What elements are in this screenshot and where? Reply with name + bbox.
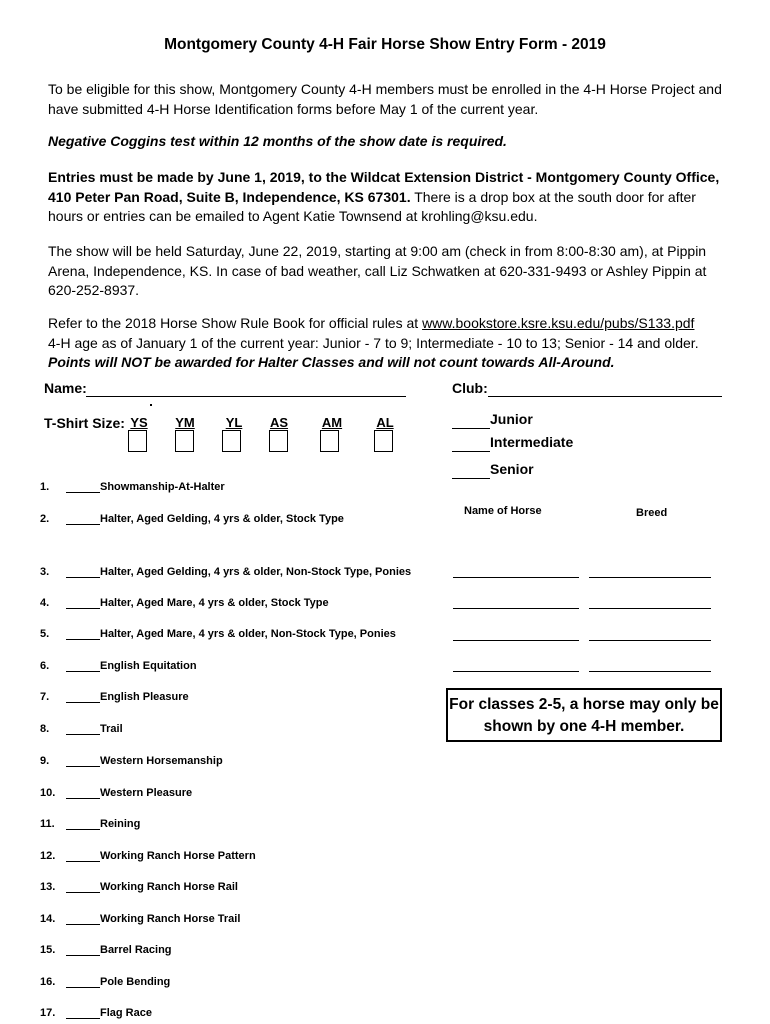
size-label-am: AM xyxy=(321,415,343,430)
horse-restriction-notice: For classes 2-5, a horse may only be shown by one 4-H member. xyxy=(446,688,722,742)
size-label-ys: YS xyxy=(130,415,148,430)
size-checkbox-yl[interactable] xyxy=(222,430,241,452)
class-row xyxy=(40,787,192,799)
breed-line-4[interactable] xyxy=(589,607,711,609)
class-row xyxy=(40,850,256,862)
class-entry-blank[interactable] xyxy=(66,818,100,830)
rules-line xyxy=(48,314,728,334)
senior-blank[interactable] xyxy=(452,464,490,479)
size-label-al: AL xyxy=(376,415,394,430)
class-entry-blank[interactable] xyxy=(66,597,100,609)
points-note: Points will NOT be awarded for Halter Classes and will not count towards All-Around. xyxy=(48,354,615,370)
class-entry-blank[interactable] xyxy=(66,944,100,956)
class-label: Working Ranch Horse Trail xyxy=(100,913,241,925)
breed-header: Breed xyxy=(636,507,668,519)
class-number: 2. xyxy=(40,513,50,525)
intermediate-label: Intermediate xyxy=(490,434,574,450)
class-label: Showmanship-At-Halter xyxy=(100,481,225,493)
class-row xyxy=(40,513,344,525)
rules-prefix: Refer to the 2018 Horse Show Rule Book for official rules at xyxy=(48,315,423,331)
class-number: 4. xyxy=(40,597,50,609)
class-number: 12. xyxy=(40,850,56,862)
size-label-ym: YM xyxy=(175,415,195,430)
class-label: English Equitation xyxy=(100,660,197,672)
rulebook-link[interactable]: www.bookstore.ksre.ksu.edu/pubs/S133.pdf xyxy=(422,315,695,331)
size-checkbox-al[interactable] xyxy=(374,430,393,452)
class-row xyxy=(40,818,140,830)
horse-name-line-6[interactable] xyxy=(453,670,579,672)
class-number: 5. xyxy=(40,628,50,640)
class-row xyxy=(40,723,123,735)
entries-dropbox-info: There is a drop box at the south door for after hours or entries can be emailed to Agent Katie Townsend at krohling@ksu.edu. xyxy=(48,188,696,224)
class-row xyxy=(40,691,189,703)
class-row xyxy=(40,660,197,672)
intermediate-blank[interactable] xyxy=(452,437,490,452)
junior-label: Junior xyxy=(490,411,533,427)
breed-line-3[interactable] xyxy=(589,576,711,578)
class-number: 14. xyxy=(40,913,56,925)
class-row xyxy=(40,976,170,988)
class-entry-blank[interactable] xyxy=(66,755,100,767)
class-label: Flag Race xyxy=(100,1007,152,1019)
class-number: 6. xyxy=(40,660,50,672)
name-label: Name: xyxy=(44,380,87,396)
eligibility-paragraph: To be eligible for this show, Montgomery County 4-H members must be enrolled in the 4-H Horse Project and have submitted 4-H Horse Identification forms before May 1 of the current year. xyxy=(48,81,722,117)
class-label: Halter, Aged Mare, 4 yrs & older, Stock Type xyxy=(100,597,329,609)
class-number: 17. xyxy=(40,1007,56,1019)
class-label: Halter, Aged Gelding, 4 yrs & older, Stock Type xyxy=(100,513,344,525)
class-row xyxy=(40,913,240,925)
horse-name-line-4[interactable] xyxy=(453,607,579,609)
class-number: 9. xyxy=(40,755,50,767)
horse-name-line-5[interactable] xyxy=(453,639,579,641)
class-row xyxy=(40,566,411,578)
class-label: Halter, Aged Mare, 4 yrs & older, Non-Stock Type, Ponies xyxy=(100,628,396,640)
class-row xyxy=(40,944,172,956)
class-number: 3. xyxy=(40,566,50,578)
size-label-yl: YL xyxy=(225,415,243,430)
class-entry-blank[interactable] xyxy=(66,913,100,925)
entries-deadline: Entries must be made by June 1, 2019, to the Wildcat Extension District - Montgomery County Office, 410 Peter Pan Road, Suite B, Independence, KS 67301. xyxy=(48,169,720,205)
class-row xyxy=(40,628,396,640)
class-label: Trail xyxy=(100,723,123,735)
class-entry-blank[interactable] xyxy=(66,881,100,893)
class-label: Working Ranch Horse Pattern xyxy=(100,850,256,862)
class-label: Working Ranch Horse Rail xyxy=(100,881,238,893)
class-label: Western Horsemanship xyxy=(100,755,223,767)
stray-mark xyxy=(150,404,152,406)
class-entry-blank[interactable] xyxy=(66,691,100,703)
club-field[interactable] xyxy=(488,380,722,397)
age-definition: 4-H age as of January 1 of the current year: Junior - 7 to 9; Intermediate - 10 to 13; Senior - 14 and older. xyxy=(48,334,699,351)
size-checkbox-ys[interactable] xyxy=(128,430,147,452)
class-label: Pole Bending xyxy=(100,976,171,988)
junior-blank[interactable] xyxy=(452,414,490,429)
class-label: Halter, Aged Gelding, 4 yrs & older, Non-Stock Type, Ponies xyxy=(100,566,412,578)
name-field[interactable] xyxy=(86,380,406,397)
class-label: Barrel Racing xyxy=(100,944,172,956)
horse-name-line-3[interactable] xyxy=(453,576,579,578)
size-label-as: AS xyxy=(269,415,289,430)
class-number: 16. xyxy=(40,976,56,988)
breed-line-6[interactable] xyxy=(589,670,711,672)
class-row xyxy=(40,1007,152,1019)
show-info-paragraph: The show will be held Saturday, June 22, 2019, starting at 9:00 am (check in from 8:00-8:30 am), at Pippin Arena, Independence, KS. In case of bad weather, call Liz Schwatken at 620-331-9493 or Ashley Pippin at 620-252-8937. xyxy=(48,243,707,298)
senior-label: Senior xyxy=(490,461,534,477)
class-row xyxy=(40,597,329,609)
coggins-requirement: Negative Coggins test within 12 months of the show date is required. xyxy=(48,133,507,149)
class-label: Western Pleasure xyxy=(100,787,193,799)
class-number: 13. xyxy=(40,881,56,893)
class-entry-blank[interactable] xyxy=(66,1007,100,1019)
size-checkbox-ym[interactable] xyxy=(175,430,194,452)
class-entry-blank[interactable] xyxy=(66,628,100,640)
breed-line-5[interactable] xyxy=(589,639,711,641)
class-entry-blank[interactable] xyxy=(66,723,100,735)
class-row xyxy=(40,881,238,893)
club-label: Club: xyxy=(452,380,488,396)
class-row xyxy=(40,755,223,767)
class-number: 8. xyxy=(40,723,50,735)
class-entry-blank[interactable] xyxy=(66,976,100,988)
class-number: 11. xyxy=(40,818,55,830)
class-entry-blank[interactable] xyxy=(66,513,100,525)
class-entry-blank[interactable] xyxy=(66,660,100,672)
class-number: 15. xyxy=(40,944,56,956)
class-label: Reining xyxy=(100,818,141,830)
class-entry-blank[interactable] xyxy=(66,481,100,493)
entries-paragraph xyxy=(48,168,728,227)
class-entry-blank[interactable] xyxy=(66,850,100,862)
rules-paragraph xyxy=(48,314,728,373)
form-title: Montgomery County 4-H Fair Horse Show Entry Form - 2019 xyxy=(164,36,606,53)
class-entry-blank[interactable] xyxy=(66,787,100,799)
class-number: 10. xyxy=(40,787,56,799)
tshirt-label: T-Shirt Size: xyxy=(44,415,125,431)
class-number: 7. xyxy=(40,691,50,703)
class-label: English Pleasure xyxy=(100,691,189,703)
size-checkbox-am[interactable] xyxy=(320,430,339,452)
class-row xyxy=(40,481,225,493)
horse-name-header: Name of Horse xyxy=(464,505,542,517)
size-checkbox-as[interactable] xyxy=(269,430,288,452)
class-number: 1. xyxy=(40,481,50,493)
class-entry-blank[interactable] xyxy=(66,566,100,578)
